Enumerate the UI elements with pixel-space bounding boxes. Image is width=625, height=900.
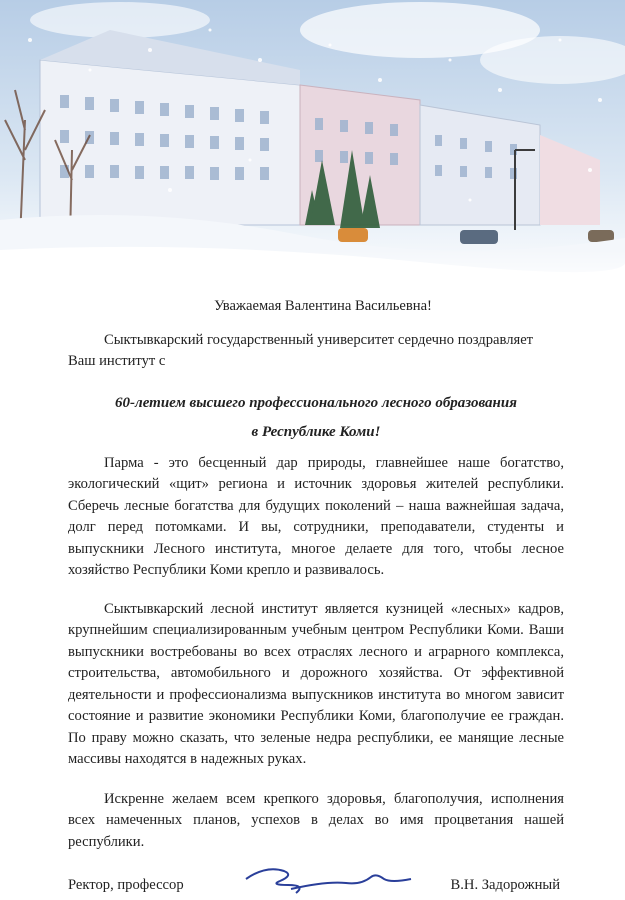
handwritten-signature [236,859,416,899]
paragraph-2: Сыктывкарский лесной институт является кузницей «лесных» кадров, крупнейшим специализированным учебным центром Республики Коми. Ваши выпускники востребованы во всех отраслях лесного и аграрного комплекса, строительства, автомобильного и дорожного хозяйства. От эффективной деятельности и профессионализма выпускников института во многом зависит состояние и развитие экономики Республики Коми, благополучие ее граждан. По праву можно сказать, что зеленые недра республики, ее манящие лесные массивы находятся в надежных руках. [68,600,564,767]
paragraph-3: Искренне желаем всем крепкого здоровья, благополучия, исполнения всех намеченных планов, успехов в делах во имя процветания нашей республики. [68,790,564,850]
winter-street-illustration [0,0,625,290]
headline-line-1: 60-летием высшего профессионального лесного образования [115,394,517,411]
paragraph-1: Парма - это бесценный дар природы, главнейшее наше богатство, экологический «щит» региона и источник здоровья жителей республики. Сберечь лесные богатства для будущих поколений – наша важнейшая задача, долг перед потомками. И вы, сотрудники, преподаватели, студенты и выпускники Лесного института, многое делаете для того, чтобы лесное хозяйство Республики Коми крепло и развивалось. [68,454,564,578]
greeting: Уважаемая Валентина Васильевна! [214,298,432,314]
signer-name: В.Н. Задорожный [450,877,560,893]
headline-line-2: в Республике Коми! [251,424,381,440]
letter-body [68,296,564,899]
intro-paragraph: Сыктывкарский государственный университет сердечно поздравляет Ваш институт с [68,331,534,369]
signer-role: Ректор, профессор [68,877,184,893]
signature-row [68,875,564,899]
